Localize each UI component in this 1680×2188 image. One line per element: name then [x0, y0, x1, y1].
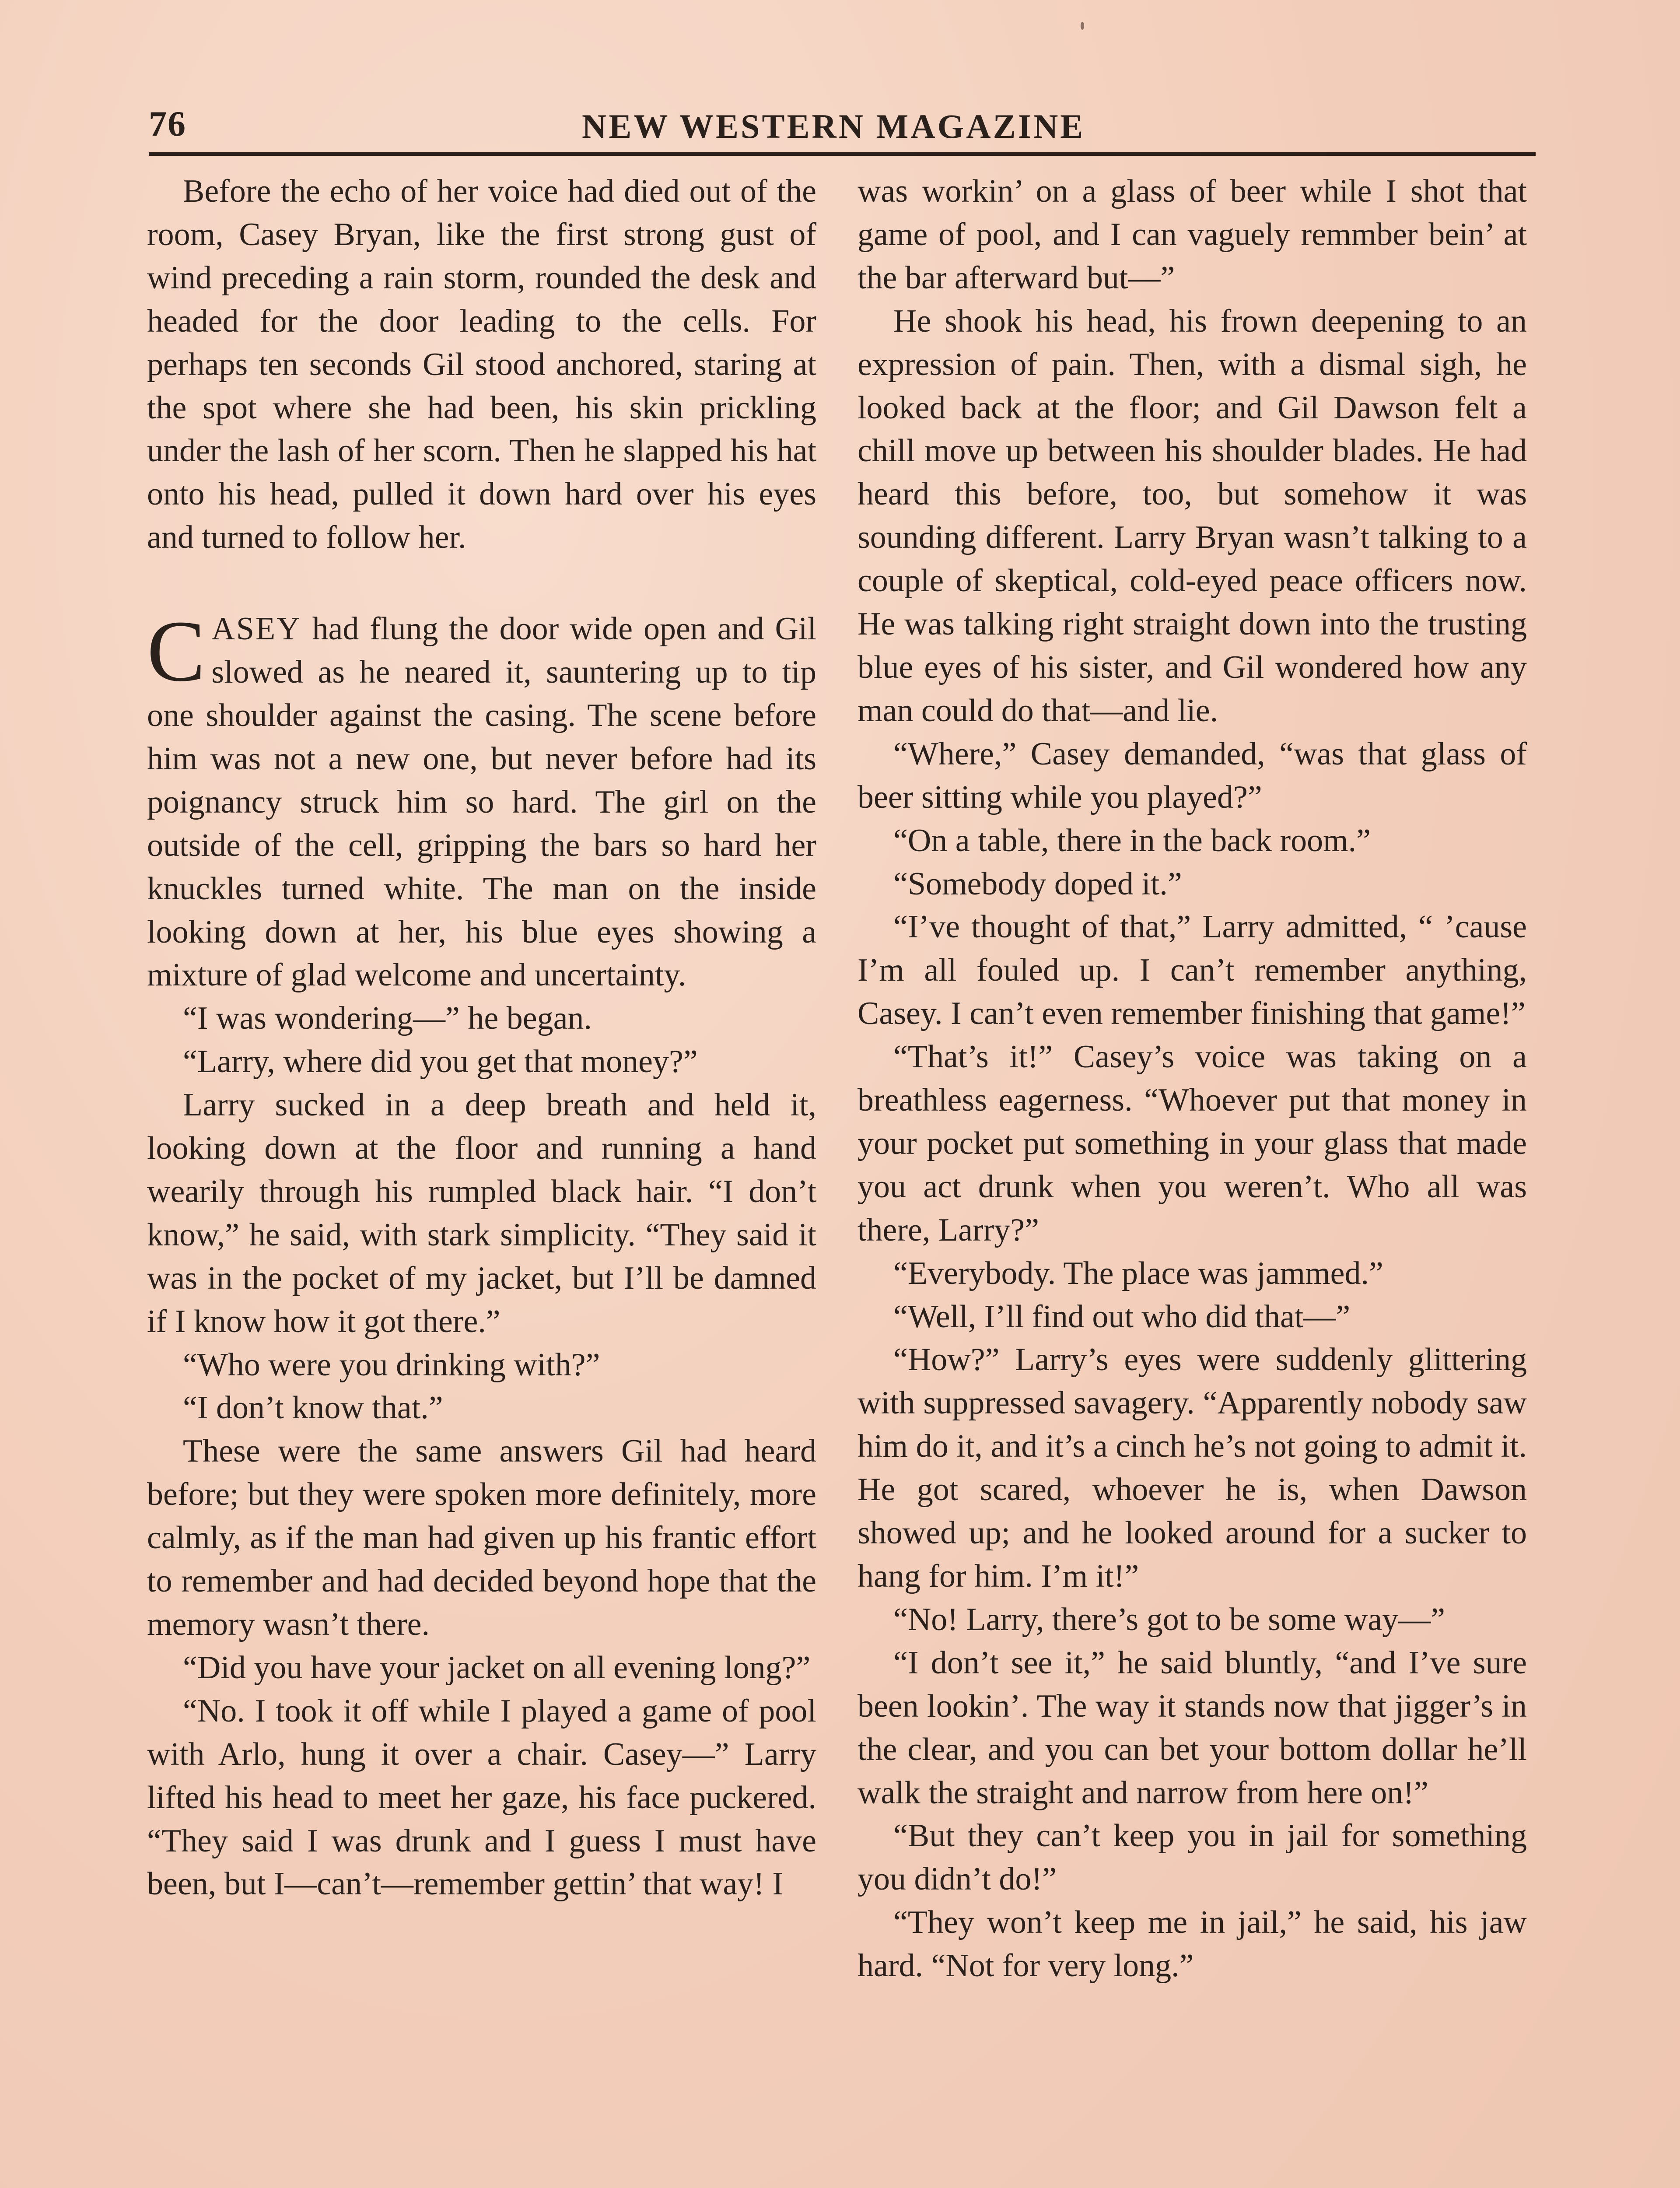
magazine-title: NEW WESTERN MAGAZINE	[582, 107, 1085, 145]
right-column	[858, 170, 1527, 1988]
paragraph: Larry sucked in a deep breath and held it, looking down at the floor and running a hand wearily through his rumpled black hair. “I don’t know,” he said, with stark simplicity. “They said it was in the pocket of my jacket, but I’ll be damned if I know how it got there.”	[147, 1087, 816, 1339]
paragraph: “They won’t keep me in jail,” he said, his jaw hard. “Not for very long.”	[858, 1904, 1527, 1984]
page-number: 76	[149, 104, 186, 144]
small-caps-word: ASEY	[211, 611, 301, 647]
paragraph: “No. I took it off while I played a game of pool with Arlo, hung it over a chair. Casey—” Larry lifted his head to meet her gaze, his face puckered. “They said I was drunk and I guess I must have been, but I—can’t—remember gettin’ that way! I	[147, 1693, 816, 1902]
paragraph: “That’s it!” Casey’s voice was taking on a breathless eagerness. “Whoever put that money in your pocket put something in your glass that made you act drunk when you weren’t. Who all was there, Larry?”	[858, 1039, 1527, 1248]
paragraph: “Where,” Casey demanded, “was that glass of beer sitting while you played?”	[858, 736, 1527, 815]
paragraph: Before the echo of her voice had died out of the room, Casey Bryan, like the first strong gust of wind preceding a rain storm, rounded the desk and headed for the door leading to the cells. For perhaps ten seconds Gil stood anchored, staring at the spot where she had been, his skin prickling under the lash of her scorn. Then he slapped his hat onto his head, pulled it down hard over his eyes and turned to follow her.	[147, 173, 816, 556]
paragraph: “On a table, there in the back room.”	[893, 822, 1371, 859]
paragraph: “Well, I’ll find out who did that—”	[893, 1298, 1351, 1335]
paragraph: These were the same answers Gil had heard before; but they were spoken more definitely, more calmly, as if the man had given up his frantic effort to remember and had decided beyond hope that the memory wasn’t there.	[147, 1433, 816, 1642]
print-speck	[1081, 22, 1084, 30]
paragraph: “Larry, where did you get that money?”	[183, 1044, 698, 1080]
paragraph: He shook his head, his frown deepening to an expression of pain. Then, with a dismal sigh, he looked back at the floor; and Gil Dawson felt a chill move up between his shoulder blades. He had heard this before, too, but somehow it was sounding different. Larry Bryan wasn’t talking to a couple of skeptical, cold-eyed peace officers now. He was talking right straight down into the trusting blue eyes of his sister, and Gil wondered how any man could do that—and lie.	[858, 303, 1527, 729]
paragraph: “Somebody doped it.”	[893, 866, 1182, 902]
paragraph-text: had flung the door wide open and Gil slowed as he neared it, sauntering up to tip one shoulder against the casing. The scene before him was not a new one, but never before had its poignancy struck him so hard. The girl on the outside of the cell, gripping the bars so hard her knuckles turned white. The man on the inside looking down at her, his blue eyes showing a mixture of glad welcome and uncertainty.	[147, 611, 816, 993]
paragraph: “I was wondering—” he began.	[183, 1000, 592, 1037]
paragraph: “Who were you drinking with?”	[183, 1346, 600, 1383]
drop-cap: C	[147, 603, 206, 700]
continued-paragraph: was workin’ on a glass of beer while I shot that game of pool, and I can vaguely remmber bein’ at the bar afterward but—”	[858, 173, 1527, 296]
paragraph: “No! Larry, there’s got to be some way—”	[893, 1601, 1445, 1637]
paragraph: “I don’t know that.”	[183, 1390, 443, 1426]
paragraph: “I don’t see it,” he said bluntly, “and I’ve sure been lookin’. The way it stands now that jigger’s in the clear, and you can bet your bottom dollar he’ll walk the straight and narrow from here on!”	[858, 1645, 1527, 1811]
paragraph: “Everybody. The place was jammed.”	[893, 1255, 1383, 1291]
paragraph: “Did you have your jacket on all evening long?”	[183, 1649, 811, 1686]
paragraph: “I’ve thought of that,” Larry admitted, “ ’cause I’m all fouled up. I can’t remember anything, Casey. I can’t even remember finishing that game!”	[858, 909, 1527, 1032]
left-column	[147, 170, 816, 1906]
dropcap-paragraph	[147, 603, 816, 997]
paragraph: “But they can’t keep you in jail for something you didn’t do!”	[858, 1818, 1527, 1897]
paragraph: “How?” Larry’s eyes were suddenly glittering with suppressed savagery. “Apparently nobody saw him do it, and it’s a cinch he’s not going to admit it. He got scared, whoever he is, when Dawson showed up; and he looked around for a sucker to hang for him. I’m it!”	[858, 1342, 1527, 1594]
page-header	[149, 100, 1536, 156]
